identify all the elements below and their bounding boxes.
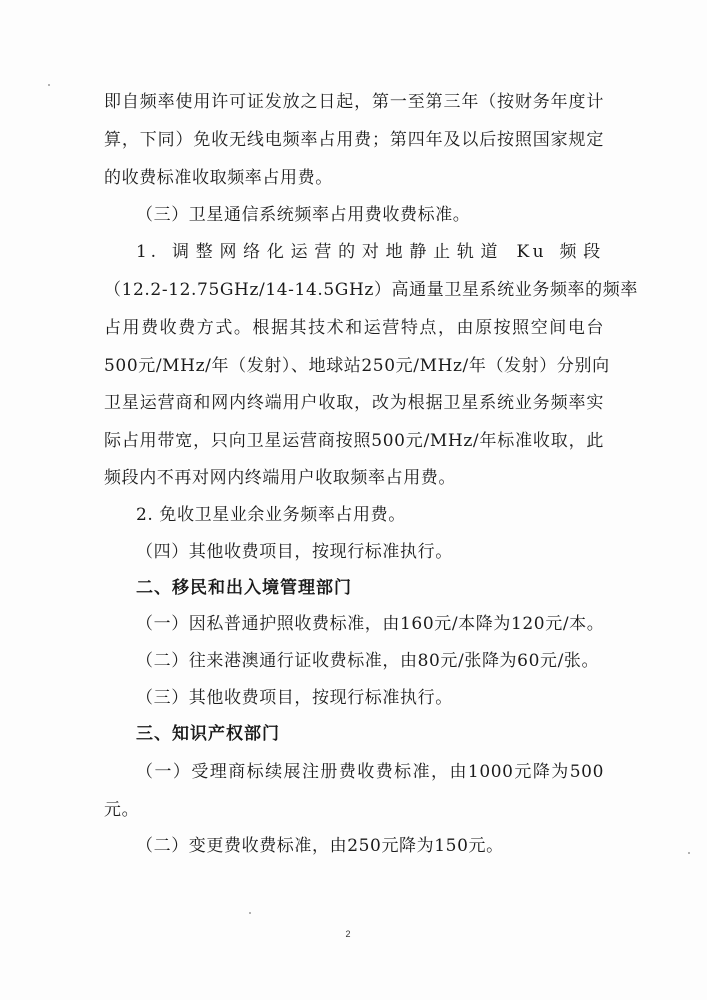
paragraph-line-19: （一）受理商标续展注册费收费标准，由1000元降为500 [136,762,604,782]
paragraph-line-8: 500元/MHz/年（发射）、地球站250元/MHz/年（发射）分别向 [104,356,610,376]
paragraph-line-7: 占用费收费方式。根据其技术和运营特点，由原按照空间电台 [104,318,604,338]
paragraph-line-21: （二）变更费收费标准，由250元降为150元。 [136,836,504,856]
paragraph-line-17: （三）其他收费项目，按现行标准执行。 [136,688,453,708]
scan-speck [249,912,251,914]
paragraph-line-15: （一）因私普通护照收费标准，由160元/本降为120元/本。 [136,614,605,634]
paragraph-line-9: 卫星运营商和网内终端用户收取，改为根据卫星系统业务频率实 [104,393,604,413]
paragraph-line-1: 即自频率使用许可证发放之日起，第一至第三年（按财务年度计 [104,92,604,112]
paragraph-line-3: 的收费标准收取频率占用费。 [104,168,333,188]
paragraph-line-10: 际占用带宽，只向卫星运营商按照500元/MHz/年标准收取，此 [104,431,604,451]
paragraph-line-11: 频段内不再对网内终端用户收取频率占用费。 [104,468,456,488]
scan-speck [688,852,690,854]
heading-immigration: 二、移民和出入境管理部门 [136,578,352,598]
paragraph-line-20: 元。 [104,800,140,820]
paragraph-line-6: （12.2-12.75GHz/14-14.5GHz）高通量卫星系统业务频率的频率 [104,280,638,300]
paragraph-line-2: 算，下同）免收无线电频率占用费；第四年及以后按照国家规定 [104,130,604,150]
section-subheading-satellite: （三）卫星通信系统频率占用费收费标准。 [136,205,471,225]
paragraph-line-12: 2. 免收卫星业余业务频率占用费。 [136,505,406,525]
heading-intellectual-property: 三、知识产权部门 [136,724,280,744]
paragraph-line-5: 1. 调整网络化运营的对地静止轨道 Ku 频段 [136,242,604,262]
scan-speck [48,84,50,86]
paragraph-line-16: （二）往来港澳通行证收费标准，由80元/张降为60元/张。 [136,651,600,671]
page-number: 2 [345,929,351,939]
paragraph-line-13: （四）其他收费项目，按现行标准执行。 [136,542,453,562]
